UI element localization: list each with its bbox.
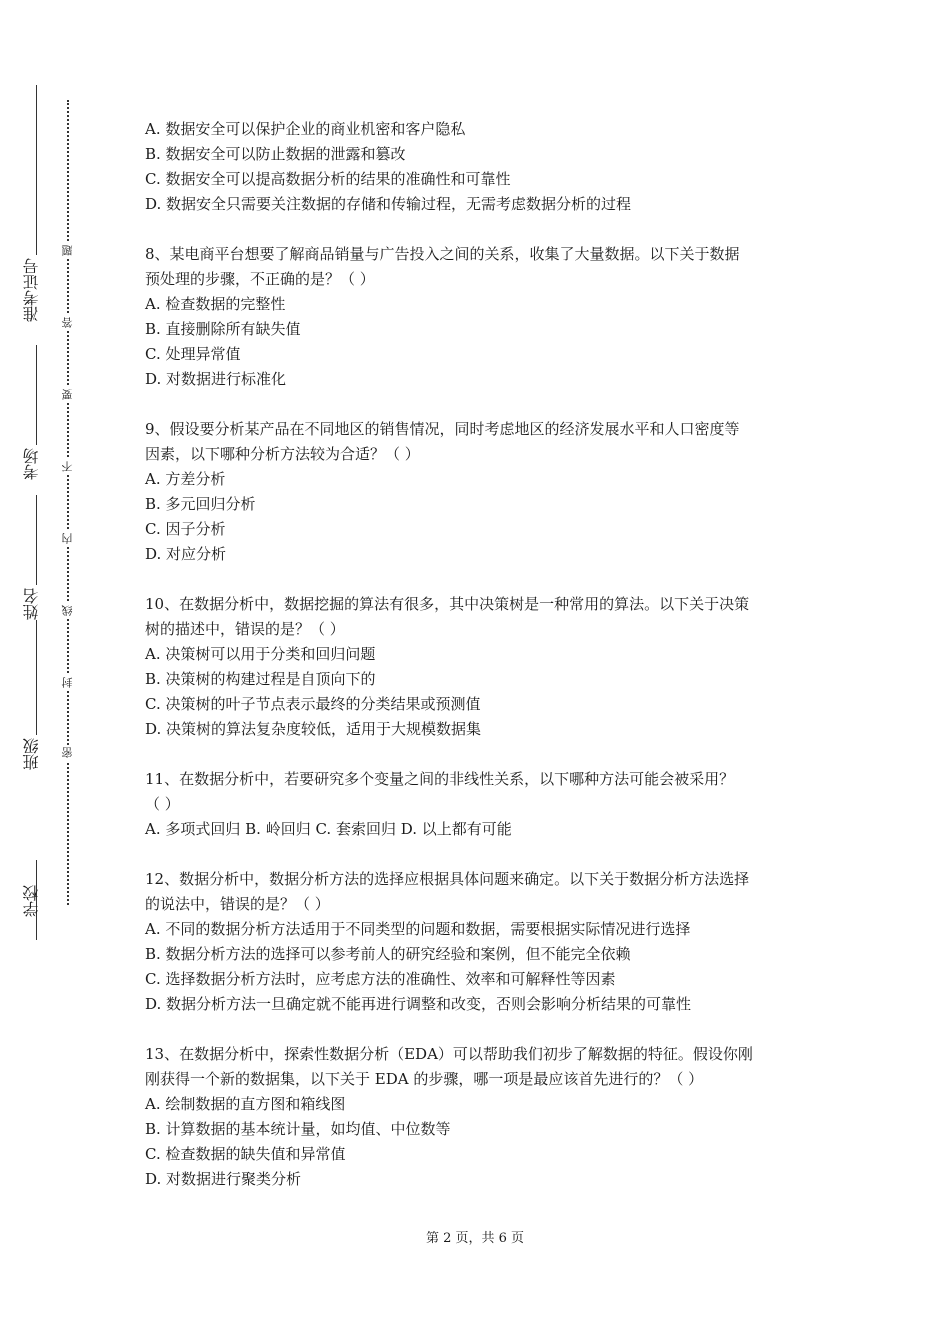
seal-dotted-line <box>67 100 69 905</box>
exam-content <box>145 117 815 1192</box>
page-footer: 第 2 页，共 6 页 <box>425 1231 525 1246</box>
option-d: D. 对数据进行聚类分析 <box>145 1170 302 1188</box>
binding-strip <box>0 0 110 1344</box>
option-c: C. 检查数据的缺失值和异常值 <box>145 1145 346 1163</box>
option-d: D. 决策树的算法复杂度较低，适用于大规模数据集 <box>145 720 482 738</box>
seal-char-bu: 不 <box>60 459 76 475</box>
exam-room-label: 考场 <box>22 448 41 480</box>
seal-char-yao: 要 <box>60 387 76 403</box>
name-label: 姓名 <box>22 588 41 620</box>
question-stem-line: 12、数据分析中，数据分析方法的选择应根据具体问题来确定。以下关于数据分析方法选择 <box>145 870 750 888</box>
option-b: B. 计算数据的基本统计量，如均值、中位数等 <box>145 1120 451 1138</box>
option-b: B. 数据分析方法的选择可以参考前人的研究经验和案例，但不能完全依赖 <box>145 945 631 963</box>
ticket-number-label: 准考证号 <box>22 258 41 322</box>
question-stem-line: 预处理的步骤，不正确的是？（ ） <box>145 270 375 288</box>
option-d: D. 对应分析 <box>145 545 227 563</box>
seal-char-ti: 题 <box>60 243 76 259</box>
option-d: D. 对数据进行标准化 <box>145 370 287 388</box>
exam-room-underline <box>36 345 37 445</box>
option-c: C. 选择数据分析方法时，应考虑方法的准确性、效率和可解释性等因素 <box>145 970 616 988</box>
option-d: D. 数据分析方法一旦确定就不能再进行调整和改变，否则会影响分析结果的可靠性 <box>145 995 692 1013</box>
q7-options <box>145 117 815 217</box>
option-b: B. 直接删除所有缺失值 <box>145 320 301 338</box>
seal-char-da: 答 <box>60 315 76 331</box>
seal-char-mi: 密 <box>60 745 76 761</box>
question-stem-line: 9、假设要分析某产品在不同地区的销售情况，同时考虑地区的经济发展水平和人口密度等 <box>145 420 740 438</box>
option-a: A. 绘制数据的直方图和箱线图 <box>145 1095 346 1113</box>
question-13 <box>145 1042 815 1192</box>
question-stem-line: 的说法中，错误的是？（ ） <box>145 895 330 913</box>
question-10 <box>145 592 815 742</box>
option-a: A. 不同的数据分析方法适用于不同类型的问题和数据，需要根据实际情况进行选择 <box>145 920 691 938</box>
class-label: 班级 <box>22 738 41 770</box>
q7-option-a: A. 数据安全可以保护企业的商业机密和客户隐私 <box>145 120 466 138</box>
school-label: 学校 <box>22 885 41 917</box>
question-stem-line: 8、某电商平台想要了解商品销量与广告投入之间的关系，收集了大量数据。以下关于数据 <box>145 245 740 263</box>
ticket-underline <box>36 85 37 255</box>
seal-char-xian: 线 <box>60 603 76 619</box>
option-b: B. 决策树的构建过程是自顶向下的 <box>145 670 376 688</box>
question-stem-line: 11、在数据分析中，若要研究多个变量之间的非线性关系，以下哪种方法可能会被采用？ <box>145 770 735 788</box>
options-inline: A. 多项式回归 B. 岭回归 C. 套索回归 D. 以上都有可能 <box>145 820 512 838</box>
question-11 <box>145 767 815 842</box>
option-c: C. 处理异常值 <box>145 345 241 363</box>
option-c: C. 决策树的叶子节点表示最终的分类结果或预测值 <box>145 695 481 713</box>
option-c: C. 因子分析 <box>145 520 226 538</box>
option-b: B. 多元回归分析 <box>145 495 256 513</box>
question-stem-line: 13、在数据分析中，探索性数据分析（EDA）可以帮助我们初步了解数据的特征。假设你刚 <box>145 1045 753 1063</box>
question-8 <box>145 242 815 392</box>
question-stem-line: （ ） <box>145 795 180 813</box>
name-underline <box>36 495 37 585</box>
question-9 <box>145 417 815 567</box>
q7-option-b: B. 数据安全可以防止数据的泄露和篡改 <box>145 145 406 163</box>
question-stem-line: 刚获得一个新的数据集，以下关于 EDA 的步骤，哪一项是最应该首先进行的？（ ） <box>145 1070 704 1088</box>
q7-option-c: C. 数据安全可以提高数据分析的结果的准确性和可靠性 <box>145 170 511 188</box>
question-stem-line: 树的描述中，错误的是？（ ） <box>145 620 345 638</box>
seal-char-nei: 内 <box>60 531 76 547</box>
question-12 <box>145 867 815 1017</box>
question-stem-line: 10、在数据分析中，数据挖掘的算法有很多，其中决策树是一种常用的算法。以下关于决策 <box>145 595 750 613</box>
class-underline <box>36 620 37 735</box>
option-a: A. 决策树可以用于分类和回归问题 <box>145 645 376 663</box>
option-a: A. 检查数据的完整性 <box>145 295 286 313</box>
question-stem-line: 因素，以下哪种分析方法较为合适？（ ） <box>145 445 420 463</box>
seal-char-feng: 封 <box>60 675 76 691</box>
q7-option-d: D. 数据安全只需要关注数据的存储和传输过程，无需考虑数据分析的过程 <box>145 195 632 213</box>
option-a: A. 方差分析 <box>145 470 226 488</box>
